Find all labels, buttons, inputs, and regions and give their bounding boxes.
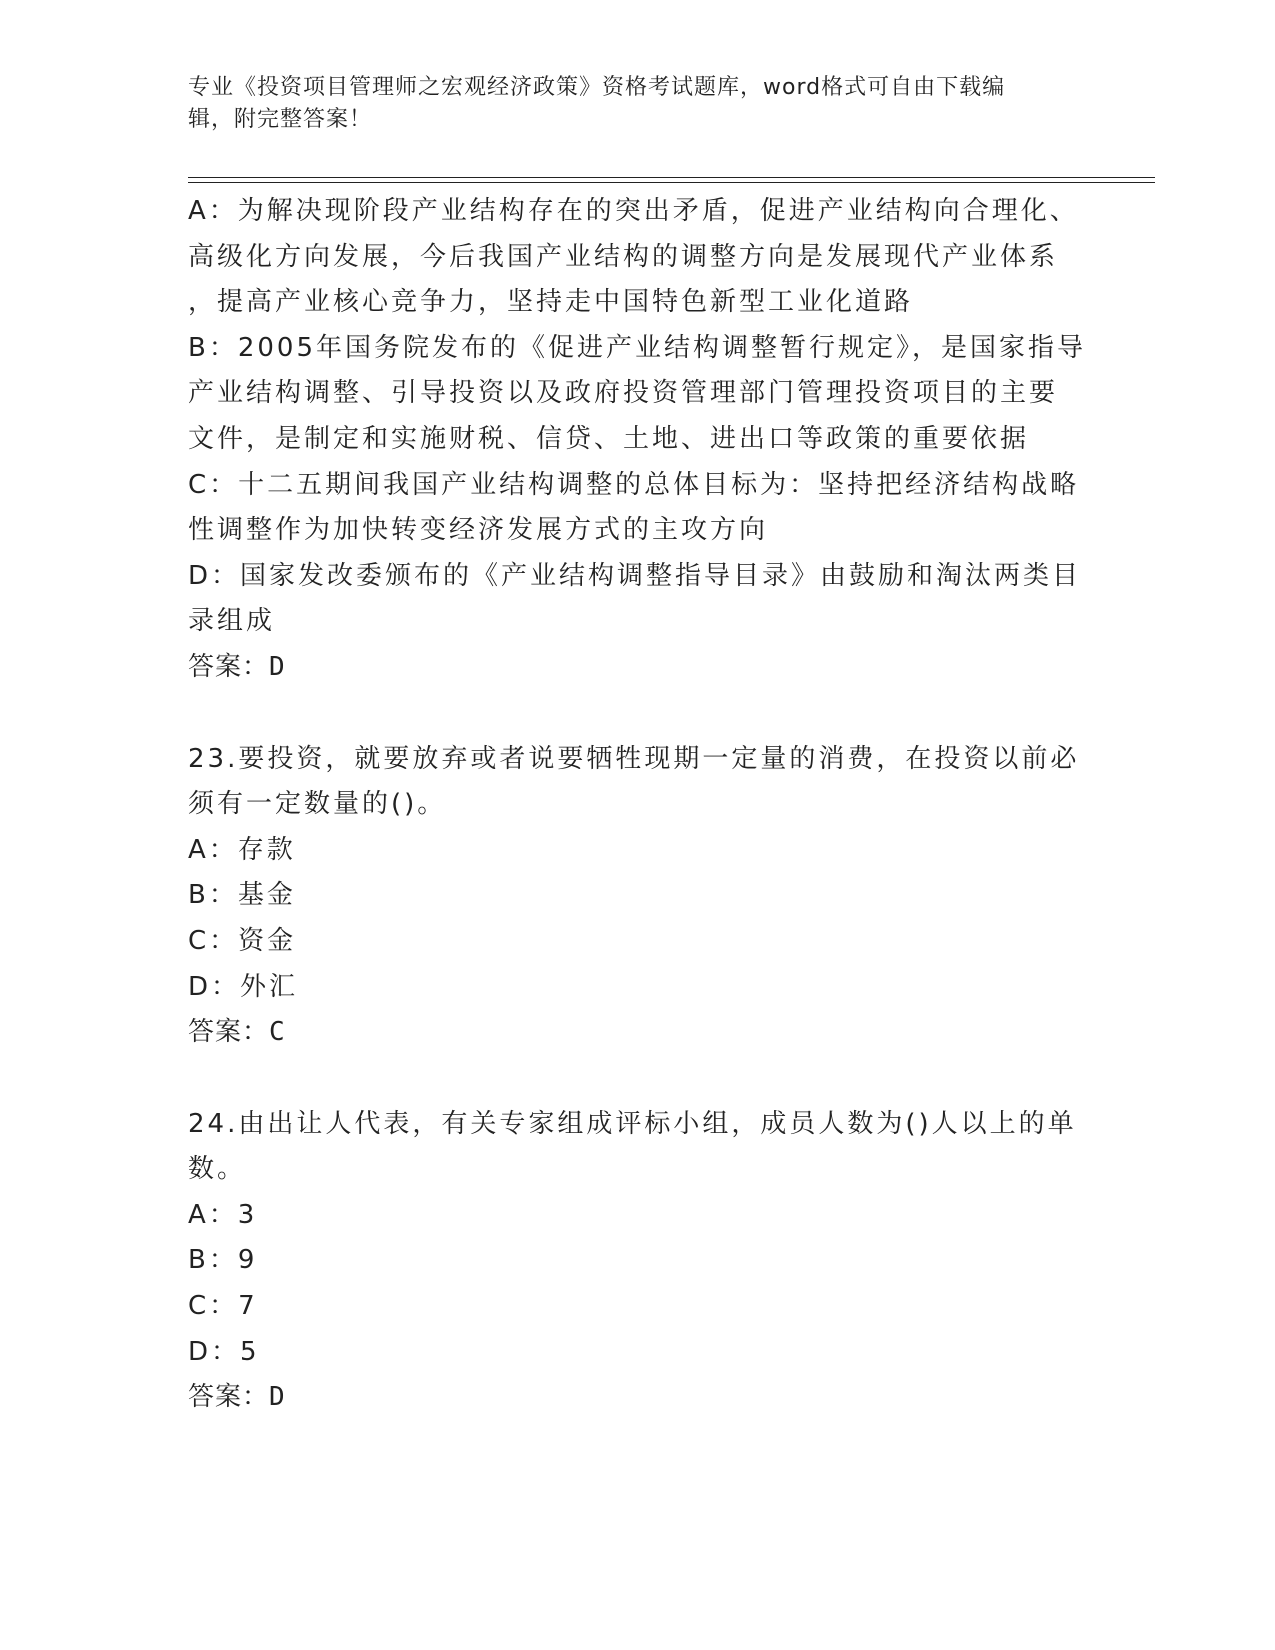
option-b-line: 产业结构调整、引导投资以及政府投资管理部门管理投资项目的主要 — [188, 378, 1059, 409]
option-c: C：资金 — [188, 925, 297, 956]
option-b: B：基金 — [188, 880, 296, 911]
option-a-line: ，提高产业核心竞争力，坚持走中国特色新型工业化道路 — [188, 287, 914, 318]
question-22 — [188, 189, 1098, 691]
page-header — [188, 72, 1078, 136]
option-a-line: A：为解决现阶段产业结构存在的突出矛盾，促进产业结构向合理化、 — [188, 196, 1079, 226]
header-line: 专业《投资项目管理师之宏观经济政策》资格考试题库，word格式可自由下载编 — [188, 75, 1006, 100]
question-text: 数。 — [188, 1154, 247, 1185]
option-d-line: D：国家发改委颁布的《产业结构调整指导目录》由鼓励和淘汰两类目 — [188, 560, 1082, 591]
option-b-line: 文件，是制定和实施财税、信贷、土地、进出口等政策的重要依据 — [188, 423, 1030, 454]
option-a: A：3 — [188, 1199, 258, 1230]
answer-label: 答案：D — [188, 651, 286, 682]
question-text: 23.要投资，就要放弃或者说要牺牲现期一定量的消费，在投资以前必 — [188, 743, 1080, 774]
question-text: 须有一定数量的()。 — [188, 789, 447, 820]
answer-label: 答案：C — [188, 1017, 286, 1048]
option-b-line: B：2005年国务院发布的《促进产业结构调整暂行规定》，是国家指导 — [188, 332, 1087, 363]
option-a: A：存款 — [188, 834, 296, 865]
option-d: D：外汇 — [188, 971, 299, 1002]
answer-label: 答案：D — [188, 1382, 286, 1413]
document-body — [188, 189, 1098, 1421]
option-d-line: 录组成 — [188, 606, 276, 637]
option-b: B：9 — [188, 1245, 258, 1276]
spacer — [188, 1056, 1098, 1102]
option-a-line: 高级化方向发展，今后我国产业结构的调整方向是发展现代产业体系 — [188, 241, 1059, 272]
header-divider-bottom — [188, 182, 1155, 183]
question-24 — [188, 1102, 1098, 1421]
header-line: 辑，附完整答案！ — [188, 107, 373, 132]
option-d: D：5 — [188, 1336, 260, 1367]
question-text: 24.由出让人代表，有关专家组成评标小组，成员人数为()人以上的单 — [188, 1108, 1077, 1139]
option-c-line: 性调整作为加快转变经济发展方式的主攻方向 — [188, 515, 769, 546]
option-c-line: C：十二五期间我国产业结构调整的总体目标为：坚持把经济结构战略 — [188, 469, 1080, 500]
question-23 — [188, 737, 1098, 1056]
spacer — [188, 691, 1098, 737]
header-divider-top — [188, 177, 1155, 178]
option-c: C：7 — [188, 1291, 258, 1322]
